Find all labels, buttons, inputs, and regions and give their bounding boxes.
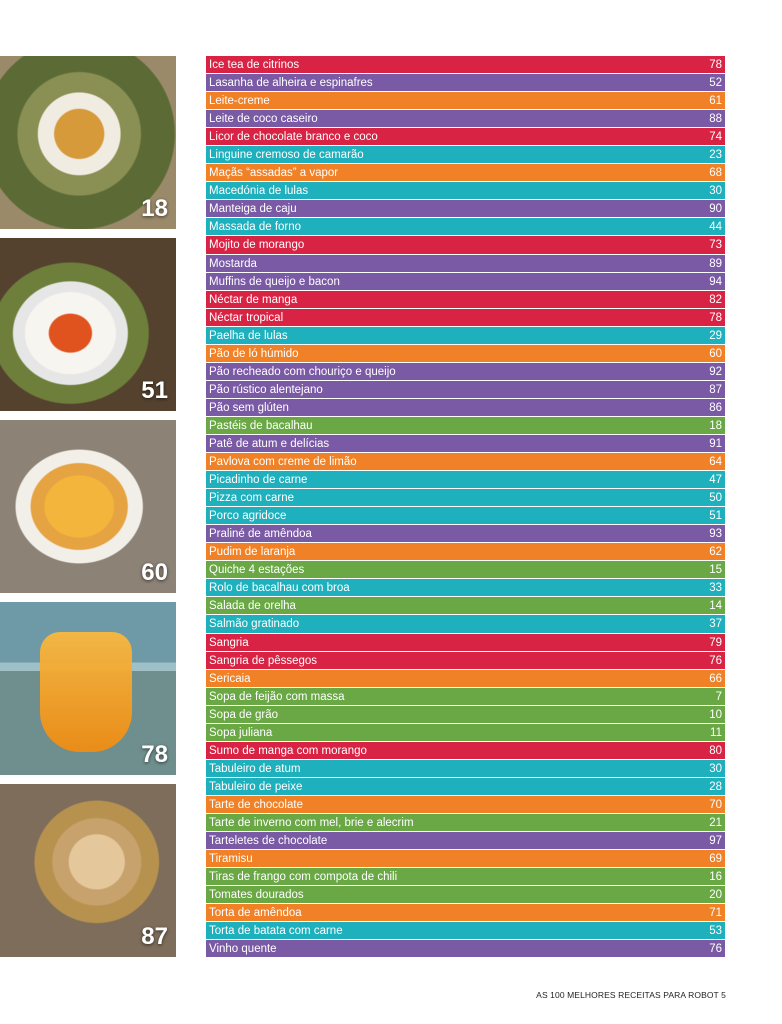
index-row: [206, 453, 725, 471]
recipe-name: Vinho quente: [209, 943, 277, 956]
recipe-page-number: 70: [709, 798, 722, 811]
index-row: [206, 236, 725, 254]
index-row: [206, 92, 725, 110]
recipe-page-number: 7: [715, 690, 722, 703]
recipe-page-number: 61: [709, 95, 722, 108]
recipe-name: Patê de atum e delícias: [209, 437, 330, 450]
recipe-page-number: 53: [709, 925, 722, 938]
recipe-page-number: 30: [709, 185, 722, 198]
index-row: [206, 543, 725, 561]
recipe-page-number: 64: [709, 456, 722, 469]
recipe-page-number: 78: [709, 59, 722, 71]
recipe-page-number: 21: [709, 816, 722, 829]
recipe-name: Linguine cremoso de camarão: [209, 149, 364, 162]
recipe-page-number: 71: [709, 907, 722, 920]
index-row: [206, 164, 725, 182]
recipe-name: Manteiga de caju: [209, 203, 297, 216]
recipe-name: Salmão gratinado: [209, 618, 300, 631]
recipe-name: Leite-creme: [209, 95, 270, 108]
index-row: [206, 850, 725, 868]
recipe-name: Torta de batata com carne: [209, 925, 343, 938]
recipe-name: Licor de chocolate branco e coco: [209, 131, 378, 144]
recipe-name: Sangria: [209, 636, 249, 649]
recipe-page-number: 23: [709, 149, 722, 162]
index-row: [206, 706, 725, 724]
index-row: [206, 273, 725, 291]
index-row: [206, 399, 725, 417]
index-row: [206, 74, 725, 92]
recipe-page-number: 69: [709, 853, 722, 866]
photo-codfish-cakes: [0, 56, 176, 229]
recipe-name: Paelha de lulas: [209, 329, 288, 342]
recipe-page-number: 93: [709, 528, 722, 541]
index-row: [206, 814, 725, 832]
recipe-page-number: 66: [709, 672, 722, 685]
recipe-name: Sumo de manga com morango: [209, 744, 367, 757]
recipe-page-number: 76: [709, 654, 722, 667]
index-row: [206, 435, 725, 453]
index-row: [206, 724, 725, 742]
recipe-name: Tarte de chocolate: [209, 798, 303, 811]
recipe-name: Porco agridoce: [209, 510, 287, 523]
recipe-page-number: 87: [709, 383, 722, 396]
recipe-name: Tiras de frango com compota de chili: [209, 871, 398, 884]
recipe-name: Leite de coco caseiro: [209, 113, 318, 126]
page-footer: AS 100 MELHORES RECEITAS PARA ROBOT 5: [536, 990, 726, 1000]
recipe-page-number: 29: [709, 329, 722, 342]
recipe-page-number: 82: [709, 293, 722, 306]
recipe-page-number: 92: [709, 365, 722, 378]
recipe-page-number: 50: [709, 492, 722, 505]
recipe-page-number: 78: [709, 311, 722, 324]
recipe-name: Salada de orelha: [209, 600, 296, 613]
photo-page-number: 87: [141, 923, 168, 950]
recipe-name: Pão sem glúten: [209, 401, 289, 414]
index-row: [206, 291, 725, 309]
recipe-name: Pizza com carne: [209, 492, 295, 505]
index-row: [206, 525, 725, 543]
recipe-name: Tabuleiro de peixe: [209, 780, 303, 793]
recipe-name: Picadinho de carne: [209, 474, 308, 487]
recipe-page-number: 62: [709, 546, 722, 559]
index-row: [206, 886, 725, 904]
index-row: [206, 634, 725, 652]
index-row: [206, 796, 725, 814]
recipe-page-number: 44: [709, 221, 722, 234]
index-row: [206, 182, 725, 200]
recipe-page-number: 11: [710, 726, 722, 739]
recipe-name: Mojito de morango: [209, 239, 305, 252]
recipe-index-list: [206, 56, 725, 958]
recipe-page-number: 86: [709, 401, 722, 414]
photo-sponge-cake: [0, 420, 176, 593]
recipe-name: Tomates dourados: [209, 889, 304, 902]
index-row: [206, 327, 725, 345]
recipe-page-number: 18: [709, 419, 722, 432]
index-row: [206, 218, 725, 236]
recipe-name: Sopa juliana: [209, 726, 273, 739]
index-row: [206, 471, 725, 489]
recipe-name: Sopa de feijão com massa: [209, 690, 345, 703]
recipe-name: Néctar de manga: [209, 293, 298, 306]
index-row: [206, 381, 725, 399]
index-row: [206, 345, 725, 363]
index-row: [206, 200, 725, 218]
recipe-page-number: 74: [709, 131, 722, 144]
index-row: [206, 255, 725, 273]
photo-page-number: 78: [141, 741, 168, 768]
index-row: [206, 652, 725, 670]
recipe-page-number: 90: [709, 203, 722, 216]
recipe-name: Maçãs “assadas” a vapor: [209, 167, 339, 180]
recipe-name: Macedónia de lulas: [209, 185, 309, 198]
recipe-page-number: 51: [709, 510, 722, 523]
photo-page-number: 18: [141, 195, 168, 222]
recipe-page-number: 52: [709, 77, 722, 90]
index-row: [206, 561, 725, 579]
index-row: [206, 507, 725, 525]
recipe-page-number: 37: [709, 618, 722, 631]
recipe-page-number: 97: [709, 835, 722, 848]
recipe-name: Pão de ló húmido: [209, 347, 299, 360]
index-row: [206, 417, 725, 435]
recipe-page-number: 30: [709, 762, 722, 775]
photo-tropical-juice: [0, 602, 176, 775]
index-row: [206, 760, 725, 778]
recipe-page-number: 68: [709, 167, 722, 180]
recipe-name: Mostarda: [209, 257, 257, 270]
recipe-page-number: 80: [709, 744, 722, 757]
index-row: [206, 742, 725, 760]
recipe-page-number: 79: [709, 636, 722, 649]
photo-column: [0, 56, 176, 966]
recipe-name: Torta de amêndoa: [209, 907, 302, 920]
recipe-page-number: 47: [709, 474, 722, 487]
index-row: [206, 868, 725, 886]
recipe-page-number: 60: [709, 347, 722, 360]
recipe-name: Sopa de grão: [209, 708, 279, 721]
index-row: [206, 615, 725, 633]
index-row: [206, 832, 725, 850]
index-row: [206, 363, 725, 381]
recipe-page-number: 28: [709, 780, 722, 793]
index-row: [206, 146, 725, 164]
recipe-name: Lasanha de alheira e espinafres: [209, 77, 373, 90]
recipe-name: Tabuleiro de atum: [209, 762, 301, 775]
index-row: [206, 56, 725, 74]
recipe-page-number: 76: [709, 943, 722, 956]
recipe-page-number: 15: [709, 564, 722, 577]
recipe-page-number: 91: [709, 437, 722, 450]
index-row: [206, 778, 725, 796]
recipe-name: Tarteletes de chocolate: [209, 835, 328, 848]
recipe-page-number: 10: [709, 708, 722, 721]
recipe-name: Pavlova com creme de limão: [209, 456, 357, 469]
index-row: [206, 110, 725, 128]
recipe-name: Muffins de queijo e bacon: [209, 275, 340, 288]
recipe-name: Pudim de laranja: [209, 546, 296, 559]
photo-rustic-bread: [0, 784, 176, 957]
recipe-name: Sericaia: [209, 672, 251, 685]
recipe-name: Tarte de inverno com mel, brie e alecrim: [209, 816, 414, 829]
index-row: [206, 940, 725, 958]
recipe-page-number: 94: [709, 275, 722, 288]
index-row: [206, 597, 725, 615]
recipe-name: Néctar tropical: [209, 311, 284, 324]
index-row: [206, 904, 725, 922]
photo-page-number: 51: [141, 377, 168, 404]
recipe-name: Praliné de amêndoa: [209, 528, 312, 541]
recipe-page-number: 33: [709, 582, 722, 595]
recipe-name: Tiramisu: [209, 853, 253, 866]
recipe-name: Quiche 4 estações: [209, 564, 305, 577]
recipe-name: Pão recheado com chouriço e queijo: [209, 365, 396, 378]
recipe-page-number: 16: [709, 871, 722, 884]
index-row: [206, 309, 725, 327]
index-row: [206, 688, 725, 706]
photo-sweet-sour-pork: [0, 238, 176, 411]
recipe-name: Massada de forno: [209, 221, 302, 234]
photo-page-number: 60: [141, 559, 168, 586]
recipe-page-number: 89: [709, 257, 722, 270]
index-row: [206, 922, 725, 940]
recipe-page-number: 88: [709, 113, 722, 126]
recipe-name: Pão rústico alentejano: [209, 383, 323, 396]
index-row: [206, 489, 725, 507]
recipe-page-number: 14: [709, 600, 722, 613]
recipe-name: Pastéis de bacalhau: [209, 419, 313, 432]
index-row: [206, 670, 725, 688]
recipe-page-number: 20: [709, 889, 722, 902]
index-row: [206, 579, 725, 597]
recipe-name: Sangria de pêssegos: [209, 654, 318, 667]
recipe-name: Ice tea de citrinos: [209, 59, 300, 71]
recipe-page-number: 73: [709, 239, 722, 252]
index-row: [206, 128, 725, 146]
recipe-name: Rolo de bacalhau com broa: [209, 582, 350, 595]
